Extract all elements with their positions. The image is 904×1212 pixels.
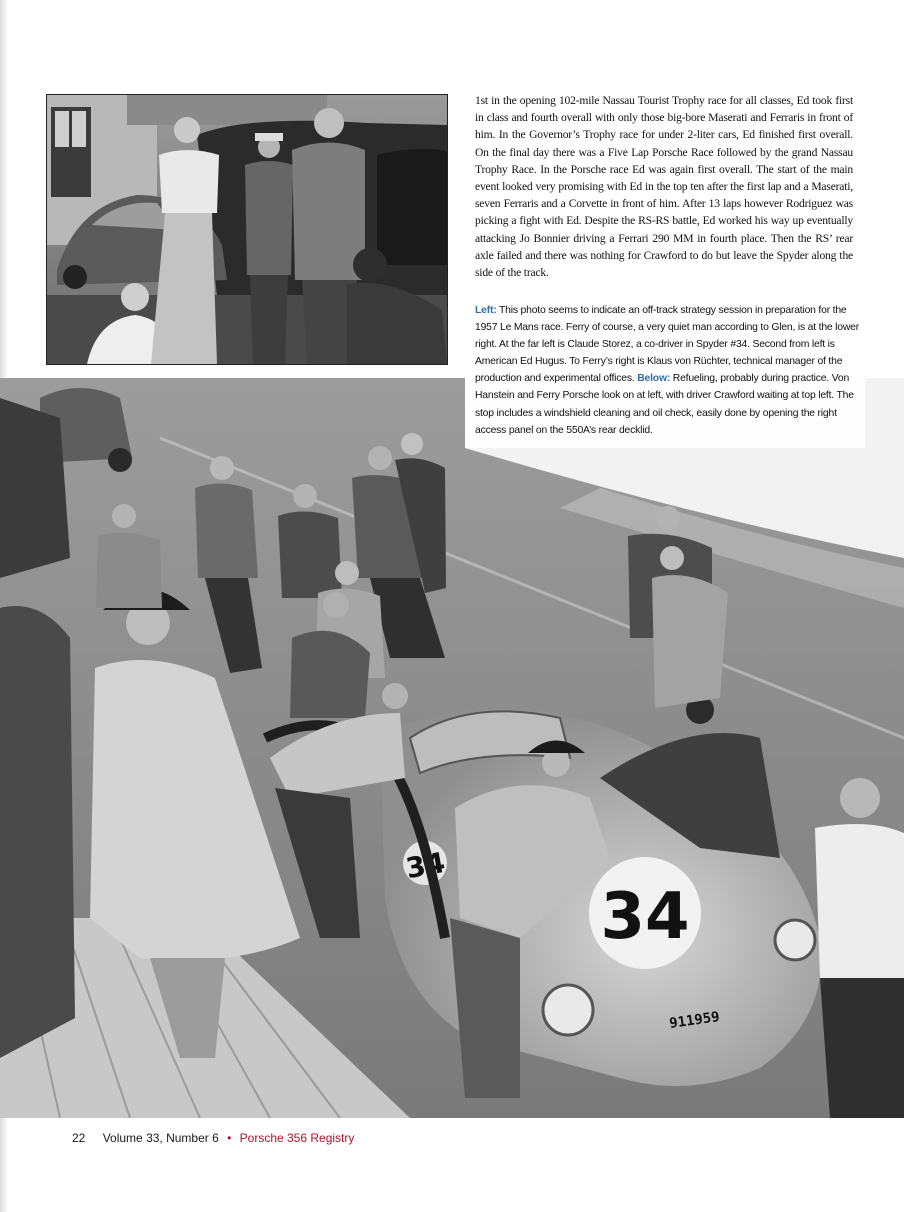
license-plate: 911959: [668, 1009, 721, 1032]
caption-below-label: Below:: [637, 373, 671, 385]
issue-info: Volume 33, Number 6: [102, 1131, 219, 1145]
photo-caption: [475, 302, 859, 439]
caption-below-text: Refueling, probably during practice. Von Hanstein and Ferry Porsche look on at left, with driver Crawford waiting at top left. The stop includes a windshield cleaning and oil check, easily done by opening the right access panel on the 550A’s rear decklid.: [475, 373, 854, 436]
main-photo: [0, 378, 904, 1118]
top-photo: [46, 94, 448, 365]
footer-bullet: •: [227, 1131, 232, 1145]
magazine-name: Porsche 356 Registry: [239, 1131, 355, 1145]
article-body-text: 1st in the opening 102-mile Nassau Tourist Trophy race for all classes, Ed took first in class and fourth overall with only those big-bore Maserati and Ferraris in front of him. In the Governor’s Trophy race for under 2-liter cars, Ed finished first overall. On the final day there was a Five Lap Porsche Race followed by the grand Nassau Trophy Race. In the Porsche race Ed was again first overall. The start of the main event looked very promising with Ed in the top ten after the first lap and a Maserati, seven Ferraris and a Corvette in front of him. After 13 laps however Rodriguez was picking a fight with Ed. Despite the RS-RS battle, Ed worked his way up eventually attacking Jo Bonnier driving a Ferrari 290 MM in fourth place. Then the RS’ rear axle failed and there was nothing for Crawford to do but leave the Spyder along the side of the track.: [475, 94, 853, 280]
caption-left-text: This photo seems to indicate an off-track strategy session in preparation for the 1957 Le Mans race. Ferry of course, a very quiet man according to Glen, is at the lower right. At the far left is Claude Storez, a co-driver in Spyder #34. Second from left is American Ed Hugus. To Ferry’s right is Klaus von Rüchter, technical manager of the production and experimental offices.: [475, 305, 859, 385]
page-number: 22: [72, 1131, 86, 1145]
page-footer: [72, 1131, 354, 1151]
car-number: 34: [600, 880, 690, 954]
caption-left-label: Left:: [475, 305, 497, 316]
car-side-number: 34: [403, 845, 448, 886]
